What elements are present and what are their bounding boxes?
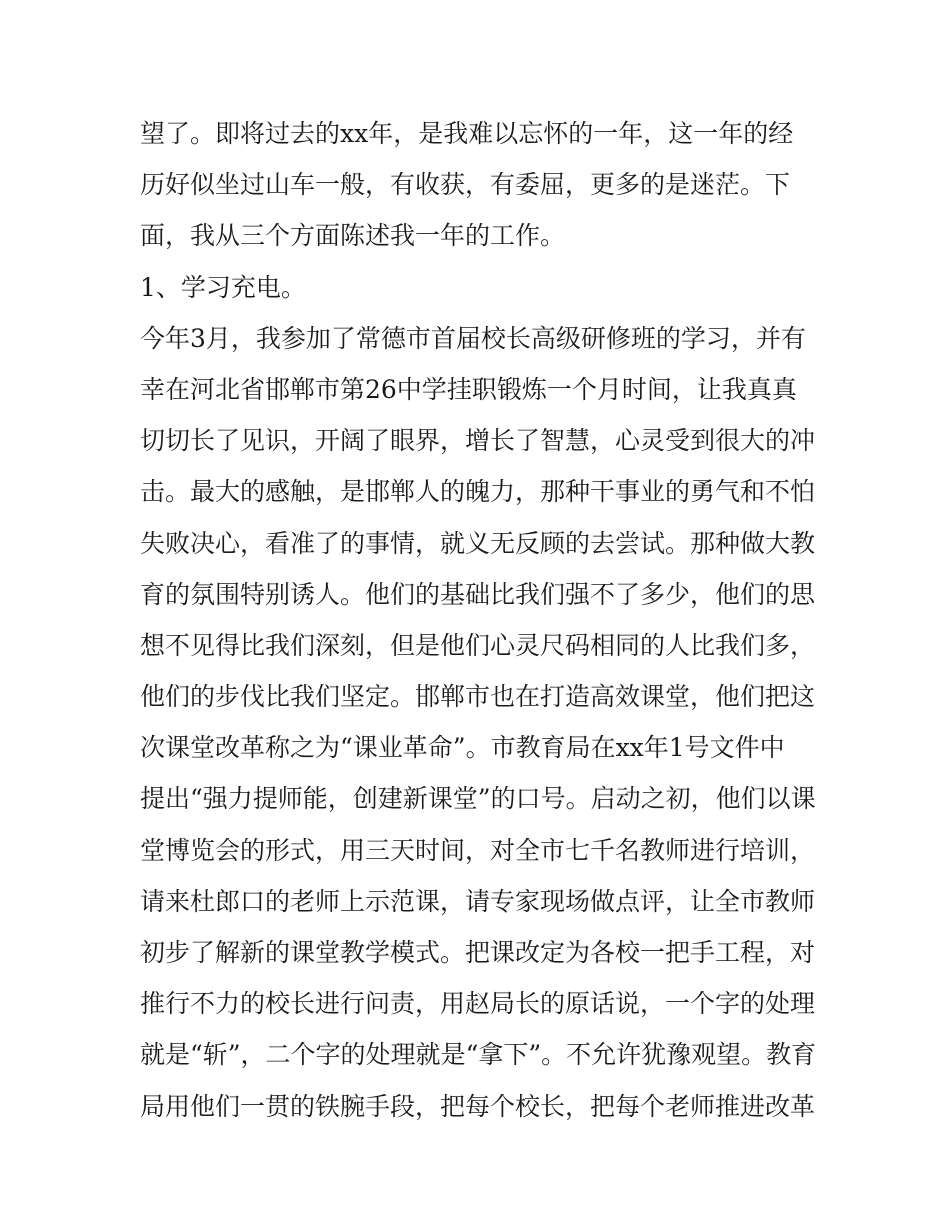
text-line: 想不见得比我们深刻，但是他们心灵尺码相同的人比我们多，	[140, 630, 816, 660]
text-line: 育的氛围特别诱人。他们的基础比我们强不了多少，他们的思	[140, 579, 816, 609]
text-line: 失败决心，看准了的事情，就义无反顾的去尝试。那种做大教	[140, 528, 816, 558]
text-line: 他们的步伐比我们坚定。邯郸市也在打造高效课堂，他们把这	[140, 682, 816, 712]
text-line: 今年3月，我参加了常德市首届校长高级研修班的学习，并有	[140, 323, 806, 353]
text-line: 幸在河北省邯郸市第26中学挂职锻炼一个月时间，让我真真	[140, 374, 797, 404]
text-line: 切切长了见识，开阔了眼界，增长了智慧，心灵受到很大的冲	[140, 426, 816, 456]
text-line: 就是“斩”，二个字的处理就是“拿下”。不允许犹豫观望。教育	[140, 1040, 817, 1070]
text-line: 堂博览会的形式，用三天时间，对全市七千名教师进行培训，	[140, 835, 816, 865]
text-line: 面，我从三个方面陈述我一年的工作。	[140, 221, 566, 251]
text-line: 初步了解新的课堂教学模式。把课改定为各校一把手工程，对	[140, 938, 816, 967]
section-heading: 1、学习充电。	[140, 272, 306, 302]
text-line: 局用他们一贯的铁腕手段，把每个校长，把每个老师推进改革	[140, 1091, 816, 1121]
text-line: 推行不力的校长进行问责，用赵局长的原话说，一个字的处理	[140, 989, 816, 1019]
text-line: 提出“强力提师能，创建新课堂”的口号。启动之初，他们以课	[140, 784, 816, 814]
text-line: 历好似坐过山车一般，有收获，有委屈，更多的是迷茫。下	[140, 170, 791, 200]
document-body	[140, 108, 820, 1132]
text-line: 次课堂改革称之为“课业革命”。市教育局在xx年1号文件中	[140, 733, 785, 763]
text-line: 击。最大的感触，是邯郸人的魄力，那种干事业的勇气和不怕	[140, 477, 816, 507]
text-line: 望了。即将过去的xx年，是我难以忘怀的一年，这一年的经	[140, 119, 794, 148]
text-line: 请来杜郎口的老师上示范课，请专家现场做点评，让全市教师	[140, 886, 816, 916]
